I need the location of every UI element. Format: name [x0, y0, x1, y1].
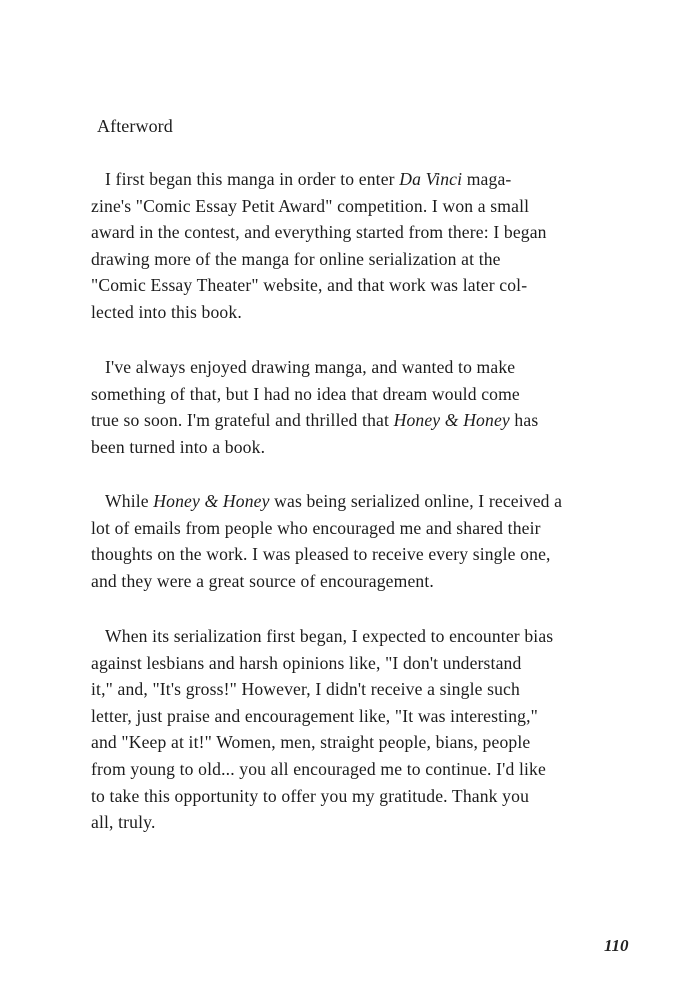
afterword-heading: Afterword: [97, 116, 173, 136]
text-line: true so soon. I'm grateful and thrilled that Honey & Honey has: [91, 410, 539, 431]
text-line: been turned into a book.: [91, 436, 266, 457]
text-line: letter, just praise and encouragement like, "It was interesting,": [91, 705, 538, 726]
text-line: thoughts on the work. I was pleased to receive every single one,: [91, 544, 551, 565]
text-line: against lesbians and harsh opinions like, "I don't understand: [91, 652, 522, 673]
paragraph-3: [91, 488, 651, 594]
title-italic: Honey & Honey: [393, 410, 510, 431]
text-line: While Honey & Honey was being serialized online, I received a: [105, 491, 563, 511]
text-line: "Comic Essay Theater" website, and that work was later col-: [91, 275, 528, 296]
text-line: to take this opportunity to offer you my gratitude. Thank you: [91, 785, 530, 806]
text-line: When its serialization first began, I expected to encounter bias: [105, 626, 554, 646]
text-line: I first began this manga in order to enter Da Vinci maga-: [105, 169, 512, 189]
text-line: something of that, but I had no idea that dream would come: [91, 383, 520, 404]
text-line: from young to old... you all encouraged me to continue. I'd like: [91, 758, 546, 779]
text-line: I've always enjoyed drawing manga, and wanted to make: [105, 357, 516, 377]
text-line: lected into this book.: [91, 301, 242, 322]
text-line: award in the contest, and everything started from there: I began: [91, 222, 547, 243]
text-line: lot of emails from people who encouraged me and shared their: [91, 517, 541, 538]
text-line: and "Keep at it!" Women, men, straight people, bians, people: [91, 732, 531, 753]
text-line: it," and, "It's gross!" However, I didn't receive a single such: [91, 679, 520, 700]
paragraph-4: [91, 623, 651, 836]
text-line: all, truly.: [91, 812, 156, 833]
paragraph-1: [91, 166, 651, 326]
page-number: 110: [604, 936, 629, 955]
title-italic: Honey & Honey: [153, 491, 270, 511]
text-line: and they were a great source of encouragement.: [91, 570, 434, 591]
text-line: drawing more of the manga for online serialization at the: [91, 248, 501, 269]
text-line: zine's "Comic Essay Petit Award" competition. I won a small: [91, 195, 530, 216]
title-italic: Da Vinci: [399, 169, 463, 189]
paragraph-2: [91, 354, 651, 460]
